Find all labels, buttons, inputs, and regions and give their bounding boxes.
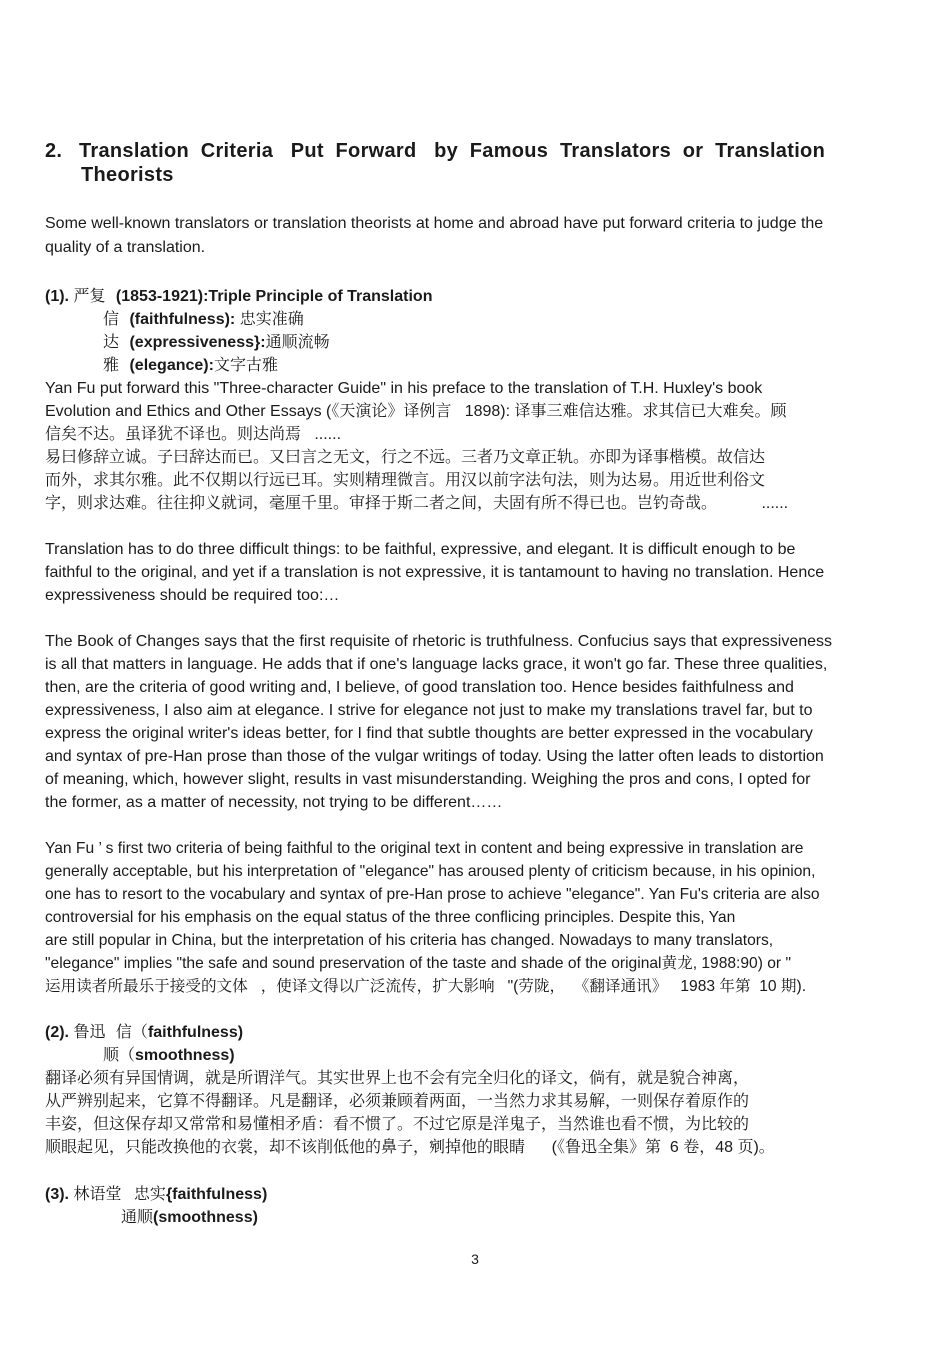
section-2-label: (2). [45, 1024, 69, 1041]
translation-paragraph: Translation has to do three difficult things: to be faithful, expressive, and elegant. It is difficult enough to be faithful to the original, and yet if a translation is not expressive, it is tantamount to having no translation. Hence expressiveness should be required too:… [45, 541, 825, 604]
heading-line-2: Theorists [81, 164, 174, 186]
yan-fu-criticism-paragraph: Yan Fu ’ s first two criteria of being faithful to the original text in content and being expressive in translation are generally acceptable, but his interpretation of "elegance" has aroused plenty of criticism because, in his opinion, one has to resort to the vocabulary and syntax of pre-Han prose to achieve "elegance". Yan Fu's criteria are also controversial for his emphasis on the equal status of the three conflicing principles. Despite this, Yan are still popular in China, but the interpretation of his criteria has changed. Nowadays to many translators, "elegance" implies "the safe and sound preservation of the taste and shade of the original黄龙, 1988:90) or " 运用读者所最乐于接受的文体 ，使译文得以广泛流传，扩大影响 "(劳陇， 《翻译通讯》 1983 年第 10 期). [45, 840, 820, 995]
criterion-elegance: 雅 (elegance):文字古雅 [103, 357, 278, 374]
criterion-faithfulness: 信 (faithfulness): 忠实准确 [103, 311, 304, 328]
page-number: 3 [471, 1251, 479, 1267]
intro-paragraph [45, 212, 925, 260]
section-3-name: 林语堂 [73, 1186, 122, 1203]
section-1 [45, 285, 925, 515]
section-1-paragraph: Yan Fu put forward this "Three-character Guide" in his preface to the translation of T.H. Huxley's book Evolution and Ethics and Other Essays (《天演论》译例言 1898): 译事三难信达雅。求其信已大难矣。顾 信矣不达。虽译犹不译也。则达尚焉 ...... 易曰修辞立诚。子曰辞达而已。又曰言之无文，行之不远。三者乃文章正轨。亦即为译事楷模。故信达 而外，求其尔雅。此不仅期以行远已耳。实则精理微言。用汉以前字法句法，则为达易。用近世利俗文 字，则求达难。往往抑义就词，毫厘千里。审择于斯二者之间，夫固有所不得已也。岂钓奇哉。 ...... [45, 380, 789, 512]
section-1-title: (1853-1921):Triple Principle of Translation [115, 288, 433, 305]
section-1-label: (1). [45, 288, 69, 305]
criterion-expressiveness: 达 (expressiveness}:通顺流畅 [103, 334, 330, 351]
heading-number: 2. [45, 140, 63, 162]
book-of-changes-paragraph: The Book of Changes says that the first requisite of rhetoric is truthfulness. Confucius says that expressiveness is all that matters in language. He adds that if one's language lacks grace, it won't go far. These three qualities, then, are the criteria of good writing and, I believe, of good translation too. Hence besides faithfulness and expressiveness, I also aim at elegance. I strive for elegance not just to make my translations travel far, but to express the original writer's ideas better, for I find that subtle thoughts are better expressed in the vocabulary and syntax of pre-Han prose than those of the vulgar writings of today. Using the latter often leads to distortion of meaning, which, however slight, results in vast misunderstanding. Weighing the pros and cons, I opted for the former, as a matter of necessity, not trying to be different…… [45, 633, 833, 811]
intro-line: quality of a translation. [45, 239, 206, 256]
section-3-label: (3). [45, 1186, 69, 1203]
intro-line: Some well-known translators or translation theorists at home and abroad have put forward criteria to judge the [45, 215, 824, 232]
section-1-name: 严复 [73, 288, 106, 305]
section-2-name: 鲁迅 [73, 1024, 106, 1041]
section-heading [45, 139, 905, 187]
section-2-paragraph: 翻译必须有异国情调，就是所谓洋气。其实世界上也不会有完全归化的译文，倘有，就是貌合神离， 从严辨别起来，它算不得翻译。凡是翻译，必须兼顾着两面，一当然力求其易解，一则保存着原作的 丰姿，但这保存却又常常和易懂相矛盾：看不惯了。不过它原是洋鬼子，当然谁也看不惯，为比较的 顺眼起见，只能改换他的衣裳，却不该削低他的鼻子，剜掉他的眼睛 (《鲁迅全集》第 6 卷，48 页)。 [45, 1070, 775, 1156]
section-3: (3). 林语堂 忠实{faithfulness) 通顺(smoothness) [45, 1186, 268, 1226]
section-2: (2). 鲁迅 信（faithfulness) 顺（smoothness) 翻译必须有异国情调，就是所谓洋气。其实世界上也不会有完全归化的译文，倘有，就是貌合神离， 从严辨别起来，它算不得翻译。凡是翻译，必须兼顾着两面，一当然力求其易解，一则保存着原作的 丰姿，但这保存却又常常和易懂相矛盾：看不惯了。不过它原是洋鬼子，当然谁也看不惯，为比较的 顺眼起见，只能改换他的衣裳，却不该削低他的鼻子，剜掉他的眼睛 (《鲁迅全集》第 6 卷，48 页)。 [45, 1021, 925, 1159]
heading-line-1: Translation Criteria Put Forward by Famous Translators or Translation [79, 140, 826, 162]
